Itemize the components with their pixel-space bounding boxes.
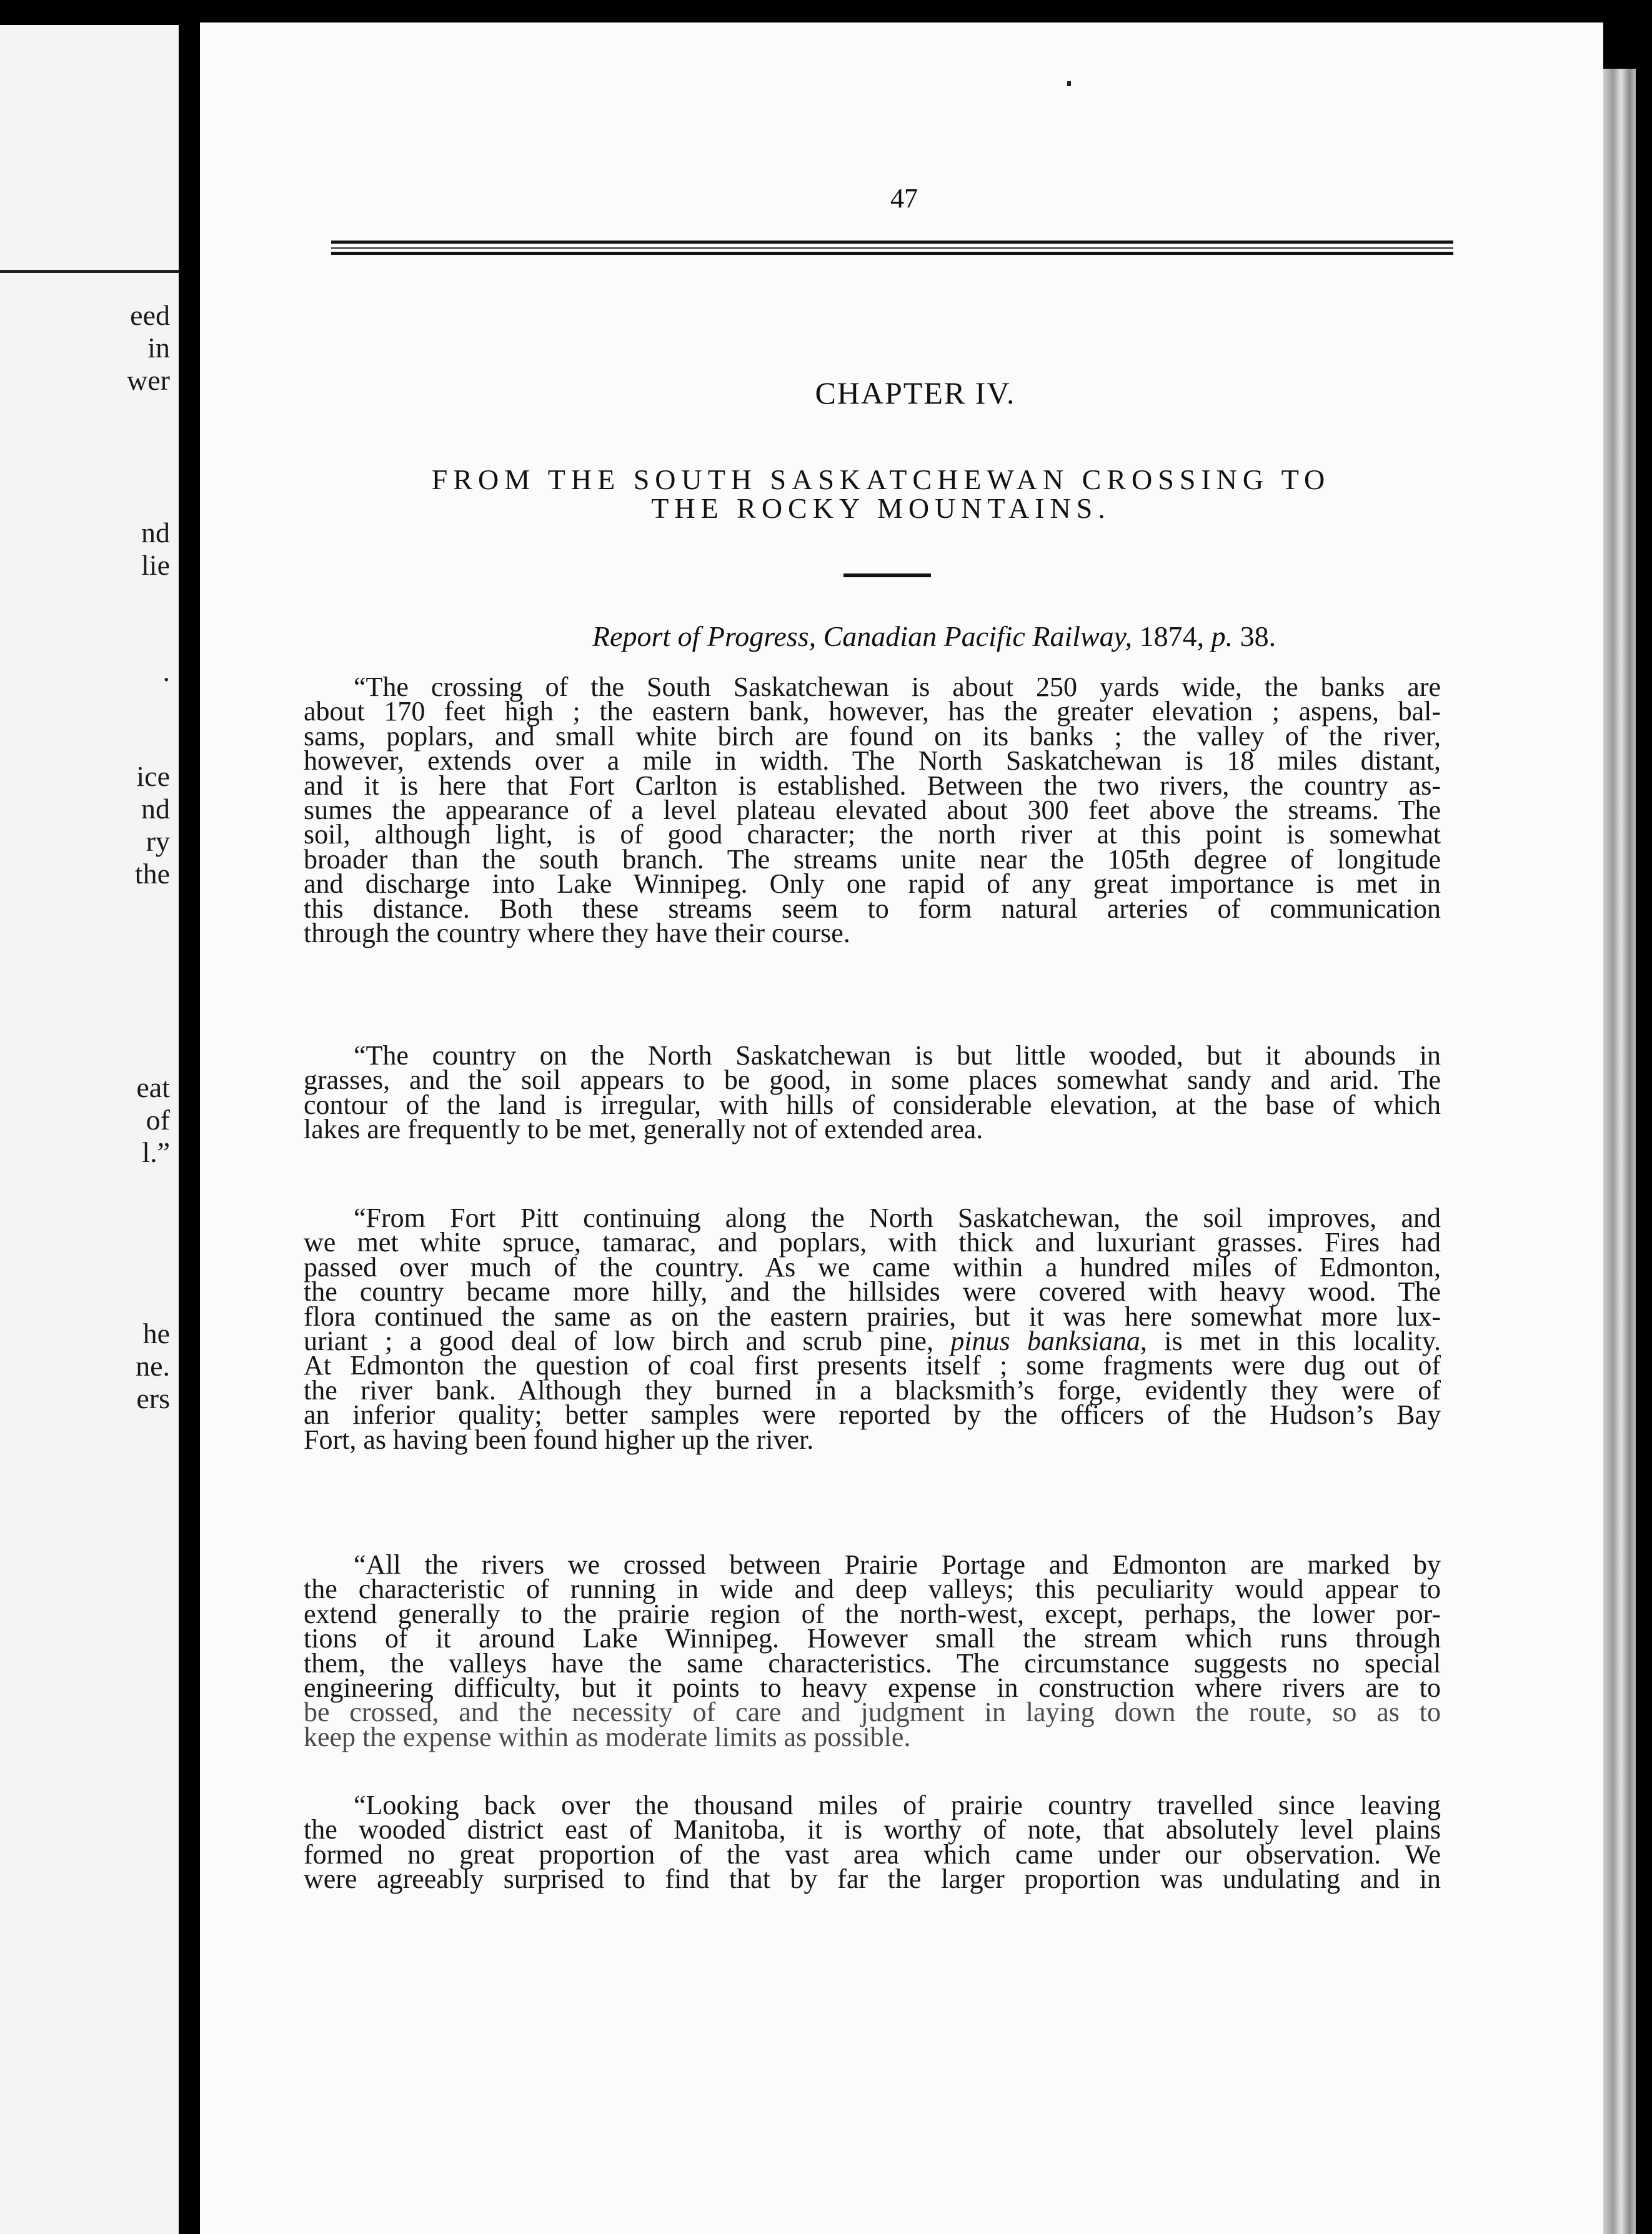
text-line: the characteristic of running in wide and deep valleys; this peculiarity would appear to bbox=[304, 1574, 1441, 1605]
text-line: engineering difficulty, but it points to heavy expense in construction where rivers are to bbox=[304, 1672, 1441, 1704]
text-line: lakes are frequently to be met, generally not of extended area. bbox=[304, 1114, 983, 1145]
facing-page-fragment: ice bbox=[136, 760, 170, 792]
facing-page-rule bbox=[0, 270, 179, 273]
text-line: grasses, and the soil appears to be good, in some places somewhat sandy and arid. The bbox=[304, 1065, 1441, 1096]
text-line: formed no great proportion of the vast area which came under our observation. We bbox=[304, 1839, 1441, 1870]
text-line: passed over much of the country. As we came within a hundred miles of Edmonton, bbox=[304, 1251, 1441, 1283]
facing-page-fragment: in bbox=[147, 332, 170, 364]
text-line: were agreeably surprised to find that by far the larger proportion was undulating and in bbox=[304, 1864, 1441, 1895]
text-line: be crossed, and the necessity of care and judgment in laying down the route, so as to bbox=[304, 1697, 1441, 1728]
paragraph bbox=[304, 672, 1441, 949]
text-line: Fort, as having been found higher up the river. bbox=[304, 1424, 814, 1455]
text-line: through the country where they have their course. bbox=[304, 918, 850, 949]
chapter-title: CHAPTER IV. bbox=[815, 375, 1016, 410]
text-line: broader than the south branch. The streams unite near the 105th degree of longitude bbox=[304, 843, 1441, 875]
facing-page-fragment: l.” bbox=[142, 1136, 170, 1168]
text-line: them, the valleys have the same characteristics. The circumstance suggests no special bbox=[304, 1647, 1441, 1679]
species-name: pinus banksiana bbox=[950, 1326, 1140, 1357]
facing-page-fragment: eat bbox=[136, 1071, 170, 1103]
text-line: uriant ; a good deal of low birch and scrub pine, pinus banksiana, is met in this locality. bbox=[304, 1326, 1441, 1357]
text-line: “From Fort Pitt continuing along the North Saskatchewan, the soil improves, and bbox=[354, 1203, 1441, 1233]
text-line: keep the expense within as moderate limits as possible. bbox=[304, 1721, 911, 1752]
source-citation bbox=[350, 620, 1518, 653]
facing-page-edge bbox=[0, 25, 179, 2234]
paragraph bbox=[304, 1549, 1441, 1752]
title-divider bbox=[843, 573, 931, 577]
header-rule-thick-lower bbox=[331, 252, 1453, 255]
header-rule-thick bbox=[331, 241, 1453, 244]
paragraph bbox=[304, 1203, 1441, 1455]
text-line: sumes the appearance of a level plateau elevated about 300 feet above the streams. The bbox=[304, 795, 1441, 826]
facing-page-fragment: ry bbox=[146, 825, 170, 857]
text-line: this distance. Both these streams seem to form natural arteries of communication bbox=[304, 893, 1441, 924]
text-line: the country became more hilly, and the hillsides were covered with heavy wood. The bbox=[304, 1276, 1441, 1308]
facing-page-fragment: eed bbox=[130, 299, 170, 331]
section-title-line: THE ROCKY MOUNTAINS. bbox=[651, 492, 1111, 524]
text-line: and discharge into Lake Winnipeg. Only one rapid of any great importance is met in bbox=[304, 868, 1441, 900]
paragraph bbox=[304, 1790, 1441, 1895]
text-line: the wooded district east of Manitoba, it is worthy of note, that absolutely level plains bbox=[304, 1814, 1441, 1845]
section-title-line: FROM THE SOUTH SASKATCHEWAN CROSSING TO bbox=[431, 464, 1331, 495]
header-rule-thin bbox=[331, 247, 1453, 249]
text-line: an inferior quality; better samples were reported by the officers of the Hudson’s Bay bbox=[304, 1399, 1441, 1431]
text-line: “All the rivers we crossed between Prairie Portage and Edmonton are marked by bbox=[354, 1549, 1441, 1580]
text-line: and it is here that Fort Carlton is established. Between the two rivers, the country as- bbox=[304, 770, 1441, 801]
text-line: “The country on the North Saskatchewan is but little wooded, but it abounds in bbox=[354, 1040, 1441, 1071]
paragraph bbox=[304, 1040, 1441, 1145]
text-line: soil, although light, is of good character; the north river at this point is somewhat bbox=[304, 819, 1441, 850]
scan-speck bbox=[1067, 81, 1071, 86]
text-line: however, extends over a mile in width. The North Saskatchewan is 18 miles distant, bbox=[304, 745, 1441, 777]
source-page-number: 38. bbox=[1233, 620, 1276, 652]
facing-page-fragment: nd bbox=[141, 517, 170, 549]
facing-page-fragment: nd bbox=[141, 793, 170, 825]
text-line: flora continued the same as on the eastern prairies, but it was here somewhat more lux- bbox=[304, 1301, 1441, 1332]
facing-page-fragment: ers bbox=[136, 1383, 170, 1414]
source-page-abbrev: p. bbox=[1211, 620, 1233, 652]
text-line: extend generally to the prairie region of the north-west, except, perhaps, the lower por- bbox=[304, 1598, 1441, 1629]
text-line: we met white spruce, tamarac, and poplars, with thick and luxuriant grasses. Fires had bbox=[304, 1227, 1441, 1258]
facing-page-fragment: the bbox=[134, 858, 170, 890]
source-title: Report of Progress, Canadian Pacific Railway, bbox=[592, 620, 1133, 652]
book-gutter bbox=[179, 0, 200, 2234]
facing-page-fragment: . bbox=[162, 655, 170, 687]
facing-page-fragment: of bbox=[146, 1104, 170, 1136]
text-line: tions of it around Lake Winnipeg. However small the stream which runs through bbox=[304, 1623, 1441, 1654]
section-title bbox=[350, 465, 1412, 523]
text-line: about 170 feet high ; the eastern bank, however, has the greater elevation ; aspens, bal- bbox=[304, 696, 1441, 727]
text-line: “The crossing of the South Saskatchewan is about 250 yards wide, the banks are bbox=[354, 672, 1441, 702]
text-line: the river bank. Although they burned in a blacksmith’s forge, evidently they were of bbox=[304, 1374, 1441, 1406]
page-block-edge bbox=[1603, 69, 1636, 2234]
facing-page-fragment: ne. bbox=[136, 1350, 170, 1382]
text-line: sams, poplars, and small white birch are found on its banks ; the valley of the river, bbox=[304, 720, 1441, 752]
facing-page-fragment: lie bbox=[141, 549, 170, 581]
facing-page-fragment: he bbox=[142, 1318, 170, 1349]
text-line: contour of the land is irregular, with hills of considerable elevation, at the base of which bbox=[304, 1089, 1441, 1120]
facing-page-fragment: wer bbox=[127, 364, 170, 396]
text-line: At Edmonton the question of coal first presents itself ; some fragments were dug out of bbox=[304, 1350, 1441, 1381]
page-number: 47 bbox=[890, 183, 918, 214]
text-line: “Looking back over the thousand miles of prairie country travelled since leaving bbox=[354, 1790, 1441, 1820]
source-year: 1874, bbox=[1132, 620, 1212, 652]
